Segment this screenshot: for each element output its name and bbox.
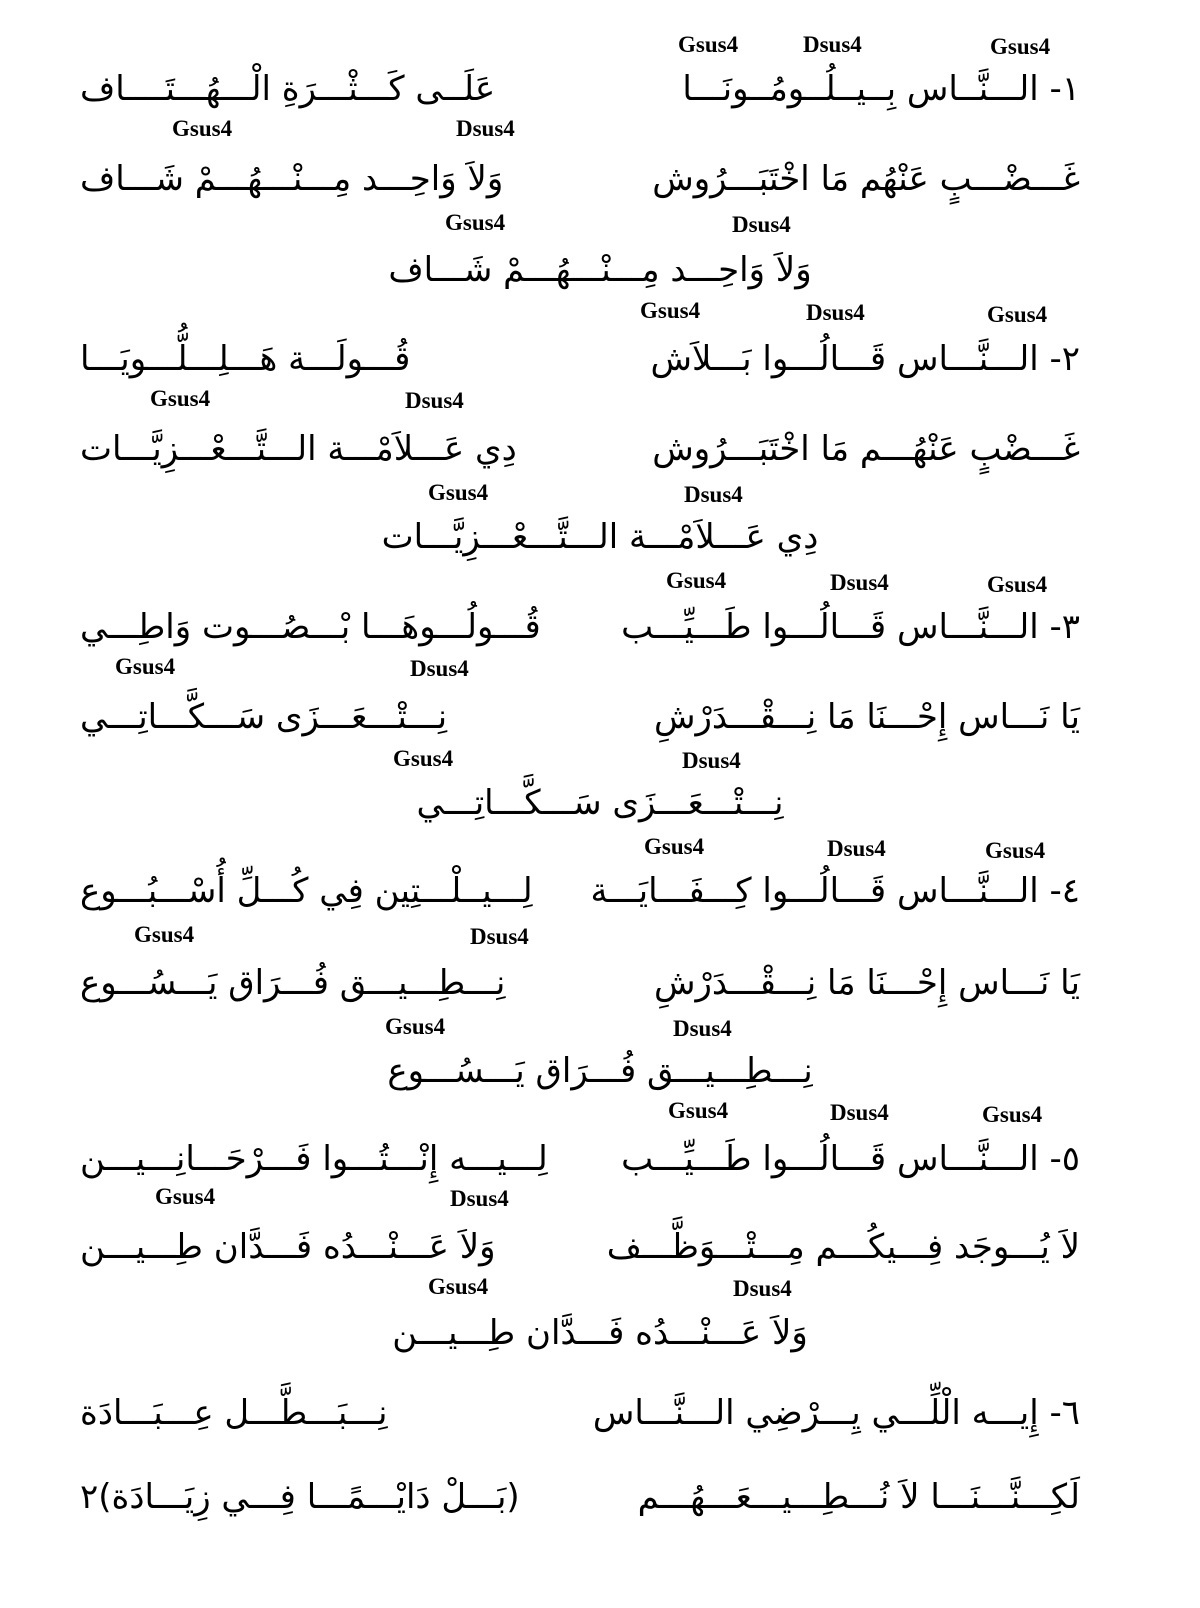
chord: Gsus4 <box>987 572 1048 597</box>
verse-line-first-half: لاَ يُـــوجَد فِـــيكُـــم مِـــتْـــوَظَّـــف <box>606 1227 1080 1267</box>
chord: Dsus4 <box>450 1186 509 1211</box>
verse-line-second-half: لِـــيـــه إِنْـــتُـــوا فَـــرْحَـــانِـــيـــن <box>80 1139 548 1179</box>
chord: Gsus4 <box>666 568 727 593</box>
verse-line-second-half: قُـــولَـــة هَـــلِـــلُّـــويَـــا <box>80 339 411 379</box>
chord: Gsus4 <box>172 116 233 141</box>
chord: Dsus4 <box>405 388 464 413</box>
verse-line-first-half: غَـــضْـــبٍ عَنْهُم مَا اخْتَبَـــرُوش <box>652 159 1080 199</box>
chord: Dsus4 <box>806 300 865 325</box>
chord: Dsus4 <box>684 482 743 507</box>
chord: Gsus4 <box>134 922 195 947</box>
verse-line-first-half: ٢- الـــنَّـــاس قَـــالُـــوا بَـــلاَش <box>650 339 1080 379</box>
verse-line-first-half: ٤- الـــنَّـــاس قَـــالُـــوا كِـــفَـــايَـــة <box>590 871 1080 911</box>
chord: Gsus4 <box>640 298 701 323</box>
chord: Gsus4 <box>385 1014 446 1039</box>
verse-line-second-half: قُـــولُـــوهَـــا بْـــصُـــوت وَاطِـــي <box>80 607 541 647</box>
chord: Gsus4 <box>668 1098 729 1123</box>
chord: Gsus4 <box>150 386 211 411</box>
verse-line-first-half: ٦- إِيـــه الْلِّـــي يِـــرْضِي الـــنَّـــاس <box>592 1393 1080 1433</box>
chord: Dsus4 <box>830 570 889 595</box>
chord: Dsus4 <box>803 32 862 57</box>
verse-line-second-half: (بَـــلْ دَايْـــمًـــا فِـــي زِيَـــادَة)٢ <box>80 1477 520 1517</box>
refrain-line: نِـــتْـــعَـــزَى سَـــكَّـــاتِـــي <box>416 783 784 823</box>
chord: Dsus4 <box>830 1100 889 1125</box>
verse-line-second-half: نِـــطِـــيـــق فُـــرَاق يَـــسُـــوع <box>80 963 506 1003</box>
refrain-line: دِي عَـــلاَمْـــة الـــتَّـــعْـــزِيَّـــات <box>381 517 819 557</box>
verse-line-first-half: غَـــضْبٍ عَنْهُـــم مَا اخْتَبَـــرُوش <box>652 429 1080 469</box>
verse-line-second-half: لِـــيــلْـــتِين فِي كُـــلِّ أُسْـــبُـــوع <box>80 871 533 911</box>
chord: Gsus4 <box>155 1184 216 1209</box>
chord: Gsus4 <box>644 834 705 859</box>
chord: Dsus4 <box>732 212 791 237</box>
verse-line-first-half: يَا نَـــاس إِحْـــنَا مَا نِـــقْـــدَرْشِ <box>654 963 1080 1003</box>
verse-line-first-half: ٥- الـــنَّـــاس قَـــالُـــوا طَـــيِّـــب <box>621 1139 1080 1179</box>
chord: Gsus4 <box>990 34 1051 59</box>
chord: Dsus4 <box>410 656 469 681</box>
chord: Gsus4 <box>678 32 739 57</box>
verse-line-first-half: لَكِـــنَّـــنَـــا لاَ نُـــطِـــيـــعَـــهُـــم <box>637 1477 1080 1517</box>
chord: Gsus4 <box>115 654 176 679</box>
chord: Gsus4 <box>987 302 1048 327</box>
verse-line-second-half: نِـــبَـــطَّـــل عِـــبَـــادَة <box>80 1393 388 1433</box>
chord: Gsus4 <box>428 480 489 505</box>
verse-line-second-half: وَلاَ عَـــنْـــدُه فَـــدَّان طِـــيـــن <box>80 1227 496 1267</box>
chord: Gsus4 <box>445 210 506 235</box>
chord: Gsus4 <box>982 1102 1043 1127</box>
verse-line-second-half: عَلَــى كَـــثْـــرَةِ الْـــهُـــتَــــاف <box>80 69 496 109</box>
verse-line-first-half: ٣- الـــنَّـــاس قَـــالُـــوا طَـــيِّـــب <box>621 607 1080 647</box>
chord: Gsus4 <box>985 838 1046 863</box>
chord: Gsus4 <box>393 746 454 771</box>
chord: Dsus4 <box>456 116 515 141</box>
verse-line-second-half: نِـــتْـــعَـــزَى سَـــكَّـــاتِـــي <box>80 697 448 737</box>
refrain-line: نِـــطِـــيـــق فُـــرَاق يَـــسُـــوع <box>387 1051 813 1091</box>
verse-line-first-half: ١- الـــنَّــاس بِــيــلُــومُــونَـــا <box>682 69 1080 109</box>
chord: Dsus4 <box>733 1276 792 1301</box>
refrain-line: وَلاَ عَـــنْـــدُه فَـــدَّان طِـــيـــن <box>392 1313 808 1353</box>
verse-line-second-half: وَلاَ وَاحِـــد مِـــنْـــهُـــمْ شَـــاف <box>80 159 504 199</box>
chord: Gsus4 <box>428 1274 489 1299</box>
refrain-line: وَلاَ وَاحِـــد مِـــنْـــهُـــمْ شَـــاف <box>388 250 812 290</box>
chord: Dsus4 <box>682 748 741 773</box>
chord: Dsus4 <box>673 1016 732 1041</box>
chord: Dsus4 <box>470 924 529 949</box>
verse-line-second-half: دِي عَـــلاَمْـــة الـــتَّـــعْـــزِيَّـــات <box>80 429 517 469</box>
verse-line-first-half: يَا نَـــاس إِحْـــنَا مَا نِـــقْـــدَرْشِ <box>654 697 1080 737</box>
chord: Dsus4 <box>827 836 886 861</box>
